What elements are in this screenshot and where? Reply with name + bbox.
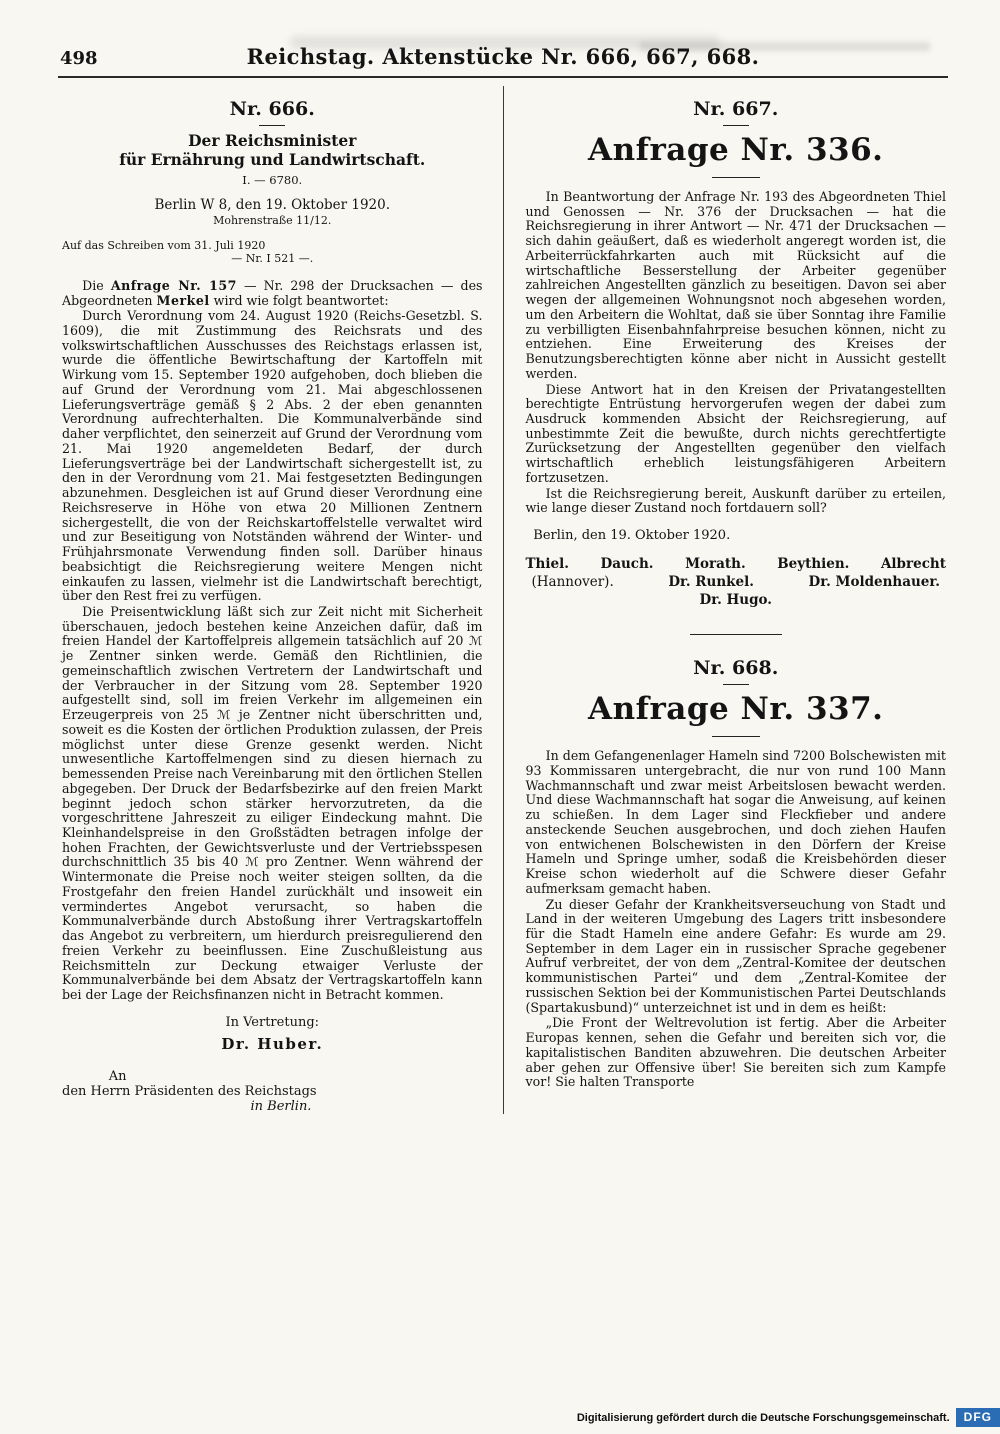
header-rule [58,76,948,78]
doc666-sender-name [62,132,483,170]
column-left-doc-666 [58,86,503,1114]
doc666-addressee-an: An [108,1068,127,1084]
doc667-signers-row-2 [526,574,947,590]
doc667-paragraph-2: Diese Antwort hat in den Kreisen der Privatangestellten berechtigte Entrüstung hervorgerufen wegen der dabei zum Ausdruck kommenden Absicht der Reichsregierung, auf unbestimmte Zeit die bewußte, durch nichts gerechtfertigte Zurücksetzung der Angestellten gegenüber den vielfach wirtschaftlich erheblich leistungsfähigeren Arbeitern fortzusetzen. [525,381,946,485]
intro-bold-name: Merkel [156,292,210,308]
doc666-addressee-line: den Herrn Präsidenten des Reichstags [62,1083,317,1099]
page-title: Reichstag. Aktenstücke Nr. 666, 667, 668. [246,44,760,69]
doc667-paragraph-3: Ist die Reichsregierung bereit, Auskunft darüber zu erteilen, wie lange dieser Zustand noch fortdauern soll? [525,485,946,516]
doc668-title: Anfrage Nr. 337. [526,691,947,737]
doc666-addressee-city: in Berlin. [250,1098,312,1114]
signer-origin: (Hannover). [531,574,614,591]
signer: Dauch. [600,556,654,573]
doc667-signers-row-3: Dr. Hugo. [699,592,772,609]
doc667-date-line: Berlin, den 19. Oktober 1920. [533,528,731,544]
page-header [58,44,948,74]
signer: Dr. Runkel. [668,574,754,591]
doc666-intro-paragraph [62,279,483,308]
doc666-signature-name: Dr. Huber. [221,1034,324,1053]
doc668-paragraph-1: In dem Gefangenenlager Hameln sind 7200 Bolschewisten mit 93 Kommissaren untergebracht, die nur von rund 100 Mann Wachmannschaft und zwar meist Arbeitslosen bewacht werden. Und diese Wachmannschaft hat sogar die Anweisung, auf keinen zu schießen. In dem Lager sind Fleckfieber und andere ansteckende Seuchen ausgebrochen, und doch ziehen Haufen von entwichenen Bolschewisten in den Dörfern der Kreise Hameln und Springe umher, sodaß die Kreisbehörden dieser Kreise schon wiederholt auf die Schwere dieser Gefahr aufmerksam gemacht haben. [525,748,946,896]
digitization-credit-text: Digitalisierung gefördert durch die Deutsche Forschungsgemeinschaft. [576,1411,950,1424]
doc666-number-heading: Nr. 666. [62,98,483,126]
doc668-paragraph-3: „Die Front der Weltrevolution ist fertig. Aber die Arbeiter Europas kennen, sehen die Gefahr und bereiten sich vor, die kapitalistischen Banditen abzuwehren. Die deutschen Arbeiter aber gehen zur Offensive über! Sie bereiten sich zum Kampfe vor! Sie halten Transporte [525,1015,946,1090]
doc666-reference-number: I. — 6780. [242,172,303,187]
doc666-place-date: Berlin W 8, den 19. Oktober 1920. [154,196,391,213]
column-right-docs-667-668 [504,86,949,1114]
intro-text: Die [82,277,111,293]
doc666-street-address: Mohrenstraße 11/12. [213,213,332,227]
sender-line-1: Der Reichsminister [188,131,357,150]
doc667-number-heading: Nr. 667. [526,98,947,126]
sender-line-2: für Ernährung und Landwirtschaft. [119,149,426,169]
doc666-signature-intro: In Vertretung: [225,1014,320,1030]
doc668-paragraph-2: Zu dieser Gefahr der Krankheitsverseuchung von Stadt und Land in der weiteren Umgebung des Lagers tritt insbesondere für die Stadt Hameln eine andere Gefahr: Es wurde am 29. September in dem Lager ein in russischer Sprache gegebener Aufruf verbreitet, der von dem „Zentral-Komitee der deutschen kommunistischen Partei“ und dem „Zentral-Komitee der russischen Sektion bei der Kommunistischen Partei Deutschlands (Spartakusbund)“ unterzeichnet ist und in dem es heißt: [525,896,946,1015]
page-number: 498 [60,48,98,69]
doc667-title: Anfrage Nr. 336. [526,132,947,178]
dfg-logo: DFG [956,1408,1000,1427]
doc666-paragraph-2: Die Preisentwicklung läßt sich zur Zeit nicht mit Sicherheit überschauen, jedoch bestehen keine Anzeichen dafür, daß im freien Handel der Kartoffelpreis allgemein tatsächlich auf 20 ℳ je Zentner sinken werde. Gemäß den Richtlinien, die gemeinschaftlich zwischen Vertretern der Landwirtschaft und der Verbraucher in der Sitzung vom 28. September 1920 aufgestellt sind, soll im freien Verkehr im allgemeinen ein Erzeugerpreis von 25 ℳ je Zentner nicht überschritten und, soweit es die Kosten der örtlichen Produktion zulassen, der Preis möglichst unter diese Grenze gesenkt werden. Nicht unwesentliche Kartoffelmengen sind zu diesen hiernach zu bemessenden Preise nach Vereinbarung mit den örtlichen Stellen abgegeben. Der Druck der Bedarfsbezirke auf den freien Markt beginnt jedoch schon stärker hervorzutreten, da die vorgeschrittene Jahreszeit zu eiliger Eindeckung mahnt. Die Kleinhandelspreise in den Großstädten betragen infolge der hohen Frachten, der Gewichtsverluste und der Vertriebsspesen durchschnittlich 35 bis 40 ℳ pro Zentner. Wenn während der Wintermonate die Preise noch weiter steigen sollten, da die Frostgefahr den freien Handel zurückhält und insoweit ein vermindertes Angebot verursacht, so haben die Kommunalverbände durch Abstoßung ihrer Vertragskartoffeln das Angebot zu verbreitern, um hierdurch preisregulierend den freien Verkehr zu beeinflussen. Eine Zuschußleistung aus Reichsmitteln zur Deckung etwaiger Verluste der Kommunalverbände bei dem Absatz der Vertragskartoffeln kann bei der Lage der Reichsfinanzen nicht in Betracht kommen. [62,603,483,1003]
signer: Albrecht [880,556,946,573]
doc668-number-heading: Nr. 668. [526,657,947,685]
doc667-signers-row-1 [526,556,947,572]
digitization-footer [577,1408,1000,1427]
doc666-paragraph-1: Durch Verordnung vom 24. August 1920 (Reichs-Gesetzbl. S. 1609), die mit Zustimmung des Reichsrats und des volkswirtschaftlichen Ausschusses des Reichstags erlassen ist, wurde die öffentliche Bewirtschaftung der Kartoffeln mit Wirkung vom 15. September 1920 aufgehoben, doch blieben die auf Grund der Verordnung vom 21. Mai abgeschlossenen Lieferungsverträge gemäß § 2 Abs. 2 der eben genannten Verordnung aufrechterhalten. Die Kommunalverbände sind daher verpflichtet, den seinerzeit auf Grund der Verordnung vom 21. Mai 1920 angemeldeten Bedarf, der durch Lieferungsverträge bei der Landwirtschaft sichergestellt ist, zu den in der Verordnung vom 21. Mai festgesetzten Bedingungen abzunehmen. Desgleichen ist auf Grund dieser Verordnung eine Reichsreserve in Höhe von etwa 20 Millionen Zentnern sichergestellt, die von der Reichskartoffelstelle verwaltet wird und zur Beseitigung von Notständen während der Winter- und Frühjahrsmonate Verwendung finden soll. Darüber hinaus beabsichtigt die Reichsregierung weitere Mengen nicht einkaufen zu lassen, vielmehr ist die Landwirtschaft berechtigt, über den Rest frei zu verfügen. [62,308,483,604]
doc666-regarding-line-2: — Nr. I 521 —. [231,251,314,265]
intro-bold-anfrage: Anfrage Nr. 157 [110,277,237,293]
two-column-layout [58,86,948,1114]
intro-text: wird wie folgt beantwortet: [209,292,389,308]
signer: Morath. [685,556,746,573]
doc667-paragraph-1: In Beantwortung der Anfrage Nr. 193 des Abgeordneten Thiel und Genossen — Nr. 376 der Drucksachen — hat die Reichsregierung in ihrer Antwort — Nr. 471 der Drucksachen — sich dahin geäußert, daß es wiederholt angeregt worden ist, die Arbeiterrückfahrkarten auch mit Rücksicht auf die wirtschaftliche Besserstellung der Arbeiter gegenüber zahlreichen Angestellten gänzlich zu beseitigen. Davon sei aber wegen der allgemeinen Wohnungsnot noch abgesehen worden, um den Arbeitern die Wohltat, daß sie über Sonntag ihre Familie zu verbilligten Eisenbahnfahrpreise besuchen können, nicht zu entziehen. Eine Erweiterung des Kreises der Benutzungsberechtigten könne aber nicht in Aussicht gestellt werden. [525,189,946,381]
signer: Dr. Moldenhauer. [808,574,940,591]
signer: Beythien. [777,556,850,573]
doc666-regarding-line-1: Auf das Schreiben vom 31. Juli 1920 [62,238,266,252]
intro-text: — Nr. 298 der Drucksachen — des Abgeordneten [62,277,483,308]
signer: Thiel. [525,556,569,573]
section-separator-rule [690,634,782,635]
